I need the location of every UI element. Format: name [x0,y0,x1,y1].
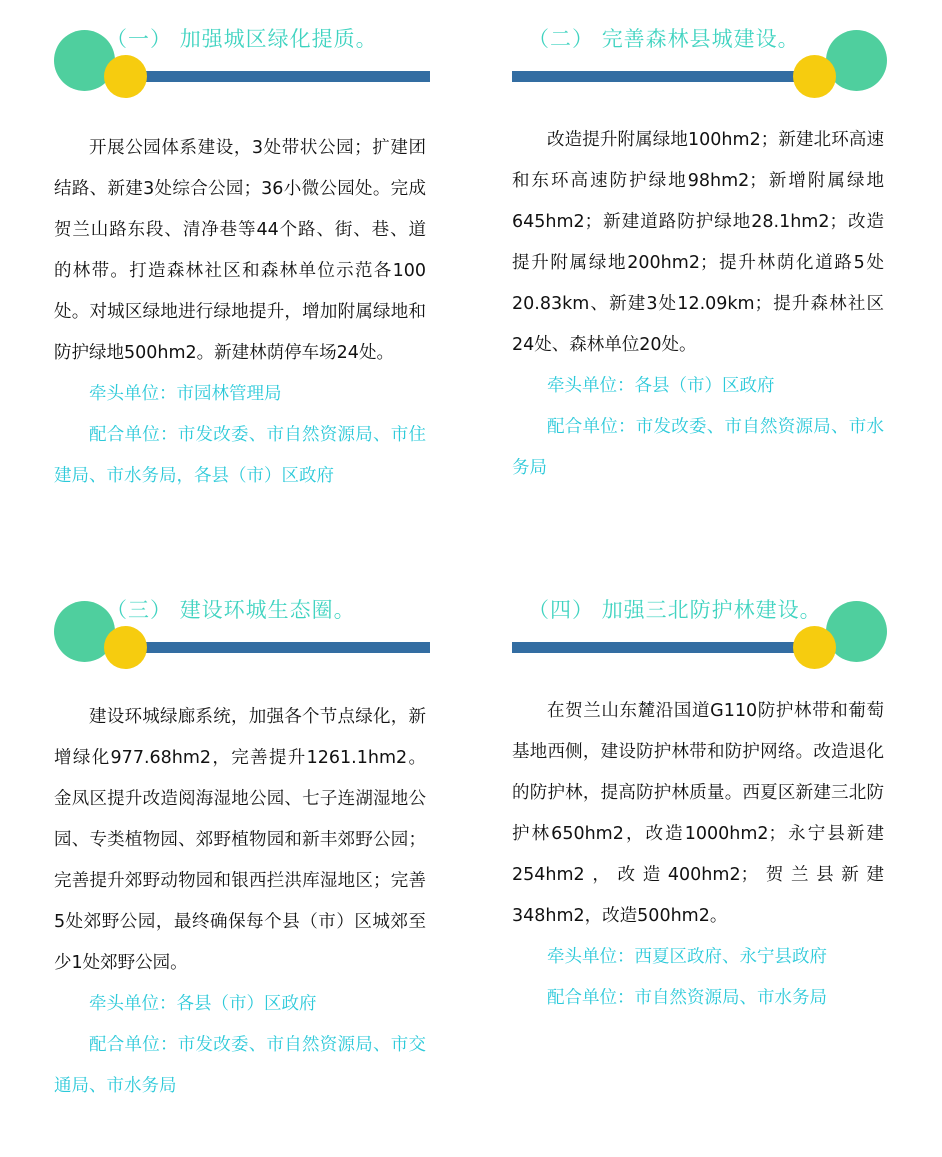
section-3-lead-unit: 牵头单位：各县（市）区政府 [89,994,317,1014]
section-1-text: 开展公园体系建设，3处带状公园；扩建团结路、新建3处综合公园；36小微公园处。完成贺兰山路东段、清净巷等44个路、街、巷、道的林带。打造森林社区和森林单位示范各100处。对城区绿地进行绿地提升，增加附属绿地和防护绿地500hm2。新建林荫停车场24处。 [54,138,426,363]
section-number: （四） [528,598,594,622]
yellow-circle-decoration [793,626,836,669]
section-number: （三） [106,598,172,622]
yellow-circle-decoration [104,626,147,669]
header-bar [512,71,838,82]
section-1-header [54,24,426,116]
section-heading: 加强三北防护林建设。 [601,598,822,622]
section-2-header [512,24,884,116]
section-2-coop-unit: 配合单位：市发改委、市自然资源局、市水务局 [512,417,884,478]
section-1-title [106,24,378,54]
section-3-body [54,697,426,1107]
section-4-lead-unit: 牵头单位：西夏区政府、永宁县政府 [547,947,827,967]
section-3-coop-unit: 配合单位：市发改委、市自然资源局、市交通局、市水务局 [54,1035,426,1096]
section-2-body [512,120,884,489]
section-4-text: 在贺兰山东麓沿国道G110防护林带和葡萄基地西侧，建设防护林带和防护网络。改造退化的防护林，提高防护林质量。西夏区新建三北防护林650hm2，改造1000hm2；永宁县新建254hm2，改造400hm2；贺兰县新建348hm2，改造500hm2。 [512,701,884,926]
section-heading: 完善森林县城建设。 [601,27,800,51]
section-2-lead-unit: 牵头单位：各县（市）区政府 [547,376,775,396]
section-heading: 加强城区绿化提质。 [179,27,378,51]
section-heading: 建设环城生态圈。 [179,598,356,622]
section-1-lead-unit: 牵头单位：市园林管理局 [89,384,282,404]
section-4-title [528,595,822,625]
header-bar [512,642,838,653]
section-2-text: 改造提升附属绿地100hm2；新建北环高速和东环高速防护绿地98hm2；新增附属绿地645hm2；新建道路防护绿地28.1hm2；改造提升附属绿地200hm2；提升林荫化道路5处20.83km、新建3处12.09km；提升森林社区24处、森林单位20处。 [512,130,884,355]
header-bar [104,71,430,82]
section-2-title [528,24,800,54]
section-3-text: 建设环城绿廊系统，加强各个节点绿化，新增绿化977.68hm2，完善提升1261.1hm2。金凤区提升改造阅海湿地公园、七子连湖湿地公园、专类植物园、郊野植物园和新丰郊野公园；完善提升郊野动物园和银西拦洪库湿地区；完善5处郊野公园，最终确保每个县（市）区城郊至少1处郊野公园。 [54,707,426,973]
section-3-title [106,595,356,625]
yellow-circle-decoration [793,55,836,98]
header-bar [104,642,430,653]
section-1-body [54,128,426,497]
section-3-header [54,595,426,687]
section-4-body [512,691,884,1019]
section-number: （二） [528,27,594,51]
section-4-coop-unit: 配合单位：市自然资源局、市水务局 [547,988,827,1008]
section-4-header [512,595,884,687]
section-number: （一） [106,27,172,51]
yellow-circle-decoration [104,55,147,98]
section-1-coop-unit: 配合单位：市发改委、市自然资源局、市住建局、市水务局，各县（市）区政府 [54,425,426,486]
